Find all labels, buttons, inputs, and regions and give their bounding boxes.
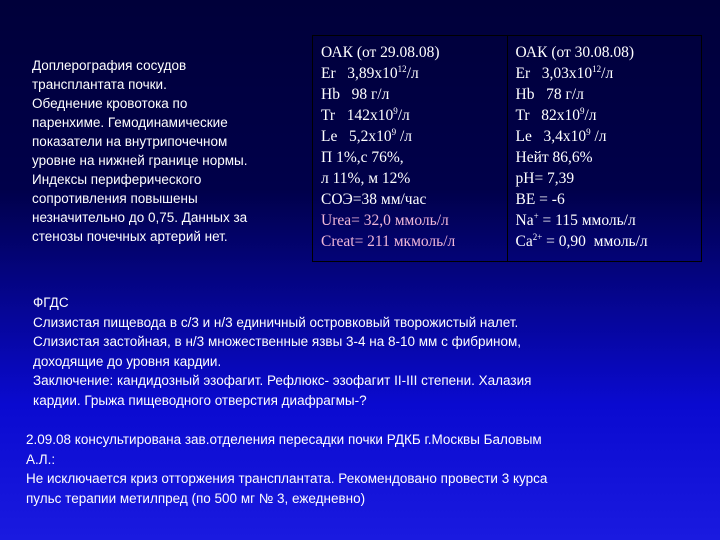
doppler-line: Индексы периферического	[32, 172, 202, 187]
doppler-line: трансплантата почки.	[32, 77, 167, 92]
doppler-line: уровне на нижней границе нормы.	[32, 153, 248, 168]
oak2-er: Er $3,03х10^{12}/л$	[515, 63, 614, 82]
doppler-line: Доплерография сосудов	[32, 58, 187, 73]
oak2-neutrophils: Нейт 86,6%	[515, 149, 593, 166]
oak1-creat: Creat= 211 мкмоль/л	[321, 233, 456, 250]
fgds-block	[33, 293, 713, 410]
oak2-ca: $Ca^{2+} = 0,90$ ммоль/л	[515, 231, 648, 250]
doppler-line: незначительно до 0,75. Данных за	[32, 210, 248, 225]
fgds-line: доходящие до уровня кардии.	[33, 353, 222, 369]
oak1-title: ОАК (от 29.08.08)	[321, 44, 440, 61]
fgds-line: Слизистая застойная, в н/3 множественные язвы 3-4 на 8-10 мм с фибрином,	[33, 334, 522, 349]
doppler-line: Обеднение кровотока по	[32, 96, 188, 111]
oak2-hb: Hb 78 г/л	[515, 86, 584, 103]
oak1-differential-2: л 11%, м 12%	[321, 170, 411, 187]
oak1-le: Le $5,2х10^9$ /л	[321, 126, 413, 145]
oak2-na: Na+ = 115 ммоль/л	[515, 210, 636, 229]
consult-line: пульс терапии метилпред (по 500 мг № 3, ежедневно)	[26, 490, 366, 506]
oak2-title: ОАК (от 30.08.08)	[515, 44, 635, 61]
oak-column-2	[507, 36, 702, 262]
consult-line: 2.09.08 консультирована зав.отделения пересадки почки РДКБ г.Москвы Баловым	[26, 432, 542, 447]
fgds-line: Заключение: кандидозный эзофагит. Рефлюкс- эзофагит II-III степени. Халазия	[33, 373, 532, 388]
oak-column-1	[313, 36, 508, 262]
oak1-tr: Tr $142х10^9/л$	[321, 105, 410, 124]
doppler-line: стенозы почечных артерий нет.	[32, 229, 228, 244]
oak1-urea: Urea= 32,0 ммоль/л	[321, 212, 449, 229]
oak1-hb: Hb 98 г/л	[321, 86, 390, 103]
oak2-ph: pH= 7,39	[515, 170, 575, 187]
fgds-heading: ФГДС	[33, 295, 69, 310]
doppler-line: показатели на внутрипочечном	[32, 134, 228, 149]
doppler-text	[32, 56, 300, 246]
oak1-soe: СОЭ=38 мм/час	[321, 191, 427, 208]
oak2-tr: Tr $82х10^9/л$	[515, 105, 597, 124]
oak2-le: Le $3,4х10^9$ /л	[515, 126, 607, 145]
consult-line: Не исключается криз отторжения трансплантата. Рекомендовано провести 3 курса	[26, 471, 548, 486]
blood-test-table	[312, 35, 702, 262]
doppler-line: сопротивления повышены	[32, 191, 198, 206]
consultation-block	[26, 430, 706, 508]
oak1-differential: П 1%,с 76%,	[321, 149, 404, 166]
fgds-line: Слизистая пищевода в с/3 и н/3 единичный островковый творожистый налет.	[33, 314, 519, 330]
fgds-line: кардии. Грыжа пищеводного отверстия диафрагмы-?	[33, 392, 367, 408]
consult-line: А.Л.:	[26, 451, 56, 467]
doppler-line: паренхиме. Гемодинамические	[32, 115, 228, 130]
oak1-er: Er $3,89х10^{12}/л$	[321, 63, 419, 82]
oak2-be: BE = -6	[515, 191, 565, 208]
